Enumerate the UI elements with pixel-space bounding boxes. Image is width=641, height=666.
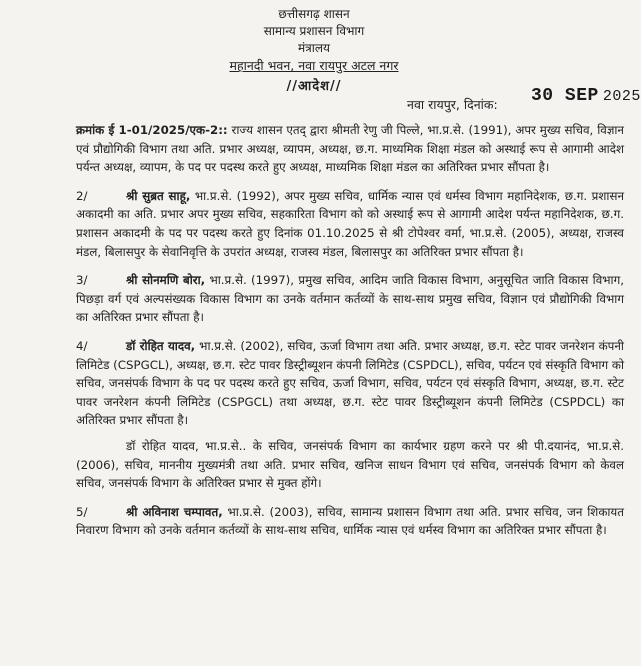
paragraph-5-text: भा.प्र.से. (2003), सचिव, सामान्य प्रशासन विभाग तथा अति. प्रभार सचिव, जन शिकायत निवारण विभाग को उनके वर्तमान कर्तव्यों के साथ-साथ सचिव, धार्मिक न्यास एवं धर्मस्व विभाग का अतिरिक्त प्रभार सौंपता है।	[76, 504, 624, 538]
paragraph-5-officer: श्री अविनाश चम्पावत,	[126, 504, 223, 519]
paragraph-4	[76, 337, 624, 430]
date-stamp	[531, 86, 641, 106]
paragraph-3-number: 3/	[76, 273, 88, 288]
paragraph-1	[76, 121, 624, 177]
paragraph-4-continuation: डॉ रोहित यादव, भा.प्र.से.. के सचिव, जनसंपर्क विभाग का कार्यभार ग्रहण करने पर श्री पी.दयानंद, भा.प्र.से. (2006), सचिव, माननीय मुख्यमंत्री तथा अति. प्रभार सचिव, खनिज साधन विभाग एवं सचिव, जनसंपर्क विभाग को केवल सचिव, जनसंपर्क विभाग के अतिरिक्त प्रभार से मुक्त होंगे।	[76, 438, 624, 491]
paragraph-2-officer: श्री सुब्रत साहू,	[126, 188, 191, 203]
order-body	[76, 121, 624, 550]
paragraph-4-text: भा.प्र.से. (2002), सचिव, ऊर्जा विभाग तथा अति. प्रभार अध्यक्ष, छ.ग. स्टेट पावर जनरेशन कंपनी लिमिटेड (CSPGCL), अध्यक्ष, छ.ग. स्टेट पावर डिस्ट्रीब्यूशन कंपनी लिमिटेड (CSPDCL), सचिव, पर्यटन एवं संस्कृति विभाग को सचिव, जनसंपर्क विभाग के पद पर पदस्थ करते हुए सचिव, ऊर्जा विभाग, सचिव, पर्यटन एवं संस्कृति विभाग, अध्यक्ष, छ.ग. स्टेट पावर जनरेशन कंपनी लिमिटेड (CSPGCL) तथा अध्यक्ष, छ.ग. स्टेट पावर डिस्ट्रीब्यूशन कंपनी लिमिटेड (CSPDCL) का अतिरिक्त प्रभार सौंपता है।	[76, 338, 624, 428]
paragraph-3-text: भा.प्र.से. (1997), प्रमुख सचिव, आदिम जाति विकास विभाग, अनुसूचित जाति विकास विभाग, पिछड़ा वर्ग एवं अल्पसंख्यक विकास विभाग का उनके वर्तमान कर्तव्यों के साथ-साथ प्रमुख सचिव, विज्ञान एवं प्रौद्योगिकी विभाग का अतिरिक्त प्रभार सौंपता है।	[76, 273, 624, 325]
paragraph-4-officer: डॉ रोहित यादव,	[126, 338, 196, 353]
order-title: //आदेश//	[286, 79, 342, 94]
paragraph-2-text: भा.प्र.से. (1992), अपर मुख्य सचिव, धार्मिक न्यास एवं धर्मस्व विभाग महानिदेशक, छ.ग. प्रशासन अकादमी का अति. प्रभार अपर मुख्य सचिव, सहकारिता विभाग को को अस्थाई रूप से आगामी आदेश पर्यन्त महानिदेशक, छ.ग. प्रशासन अकादमी के पद पर पदस्थ करते हुए दिनांक 01.10.2025 से श्री टोपेश्वर वर्मा, भा.प्र.से. (2005), अध्यक्ष, राजस्व मंडल, बिलासपुर के सेवानिवृत्ति के उपरांत अध्यक्ष, राजस्व मंडल, बिलासपुर का अतिरिक्त प्रभार सौंपता है।	[76, 188, 624, 259]
date-stamp-day-month: 30 SEP	[531, 86, 599, 106]
place-date-label: नवा रायपुर, दिनांक:	[407, 97, 498, 112]
paragraph-5-number: 5/	[76, 504, 88, 519]
paragraph-2	[76, 187, 624, 261]
paragraph-1-text: राज्य शासन एतद् द्वारा श्रीमती रेणु जी पिल्ले, भा.प्र.से. (1991), अपर मुख्य सचिव, विज्ञान एवं प्रौद्योगिकी विभाग तथा अति. प्रभार अध्यक्ष, व्यापम, अध्यक्ष, छ.ग. माध्यमिक शिक्षा मंडल को अस्थाई रूप से आगामी आदेश पर्यन्त अध्यक्ष, व्यापम, के पद पर पदस्थ करते हुए अध्यक्ष, माध्यमिक शिक्षा मंडल का अतिरिक्त प्रभार सौंपता है।	[76, 123, 624, 175]
paragraph-4-number: 4/	[76, 338, 88, 353]
order-number: क्रमांक ई 1-01/2025/एक-2::	[76, 123, 228, 137]
paragraph-5	[76, 503, 624, 540]
office-name: मंत्रालय	[297, 41, 330, 55]
department-name: सामान्य प्रशासन विभाग	[263, 24, 365, 38]
paragraph-2-number: 2/	[76, 188, 88, 203]
paragraph-3	[76, 271, 624, 327]
date-stamp-year: 2025	[602, 88, 641, 105]
paragraph-3-officer: श्री सोनमणि बोरा,	[126, 273, 206, 288]
government-name: छत्तीसगढ़ शासन	[278, 7, 350, 21]
office-address: महानदी भवन, नवा रायपुर अटल नगर	[229, 58, 399, 73]
